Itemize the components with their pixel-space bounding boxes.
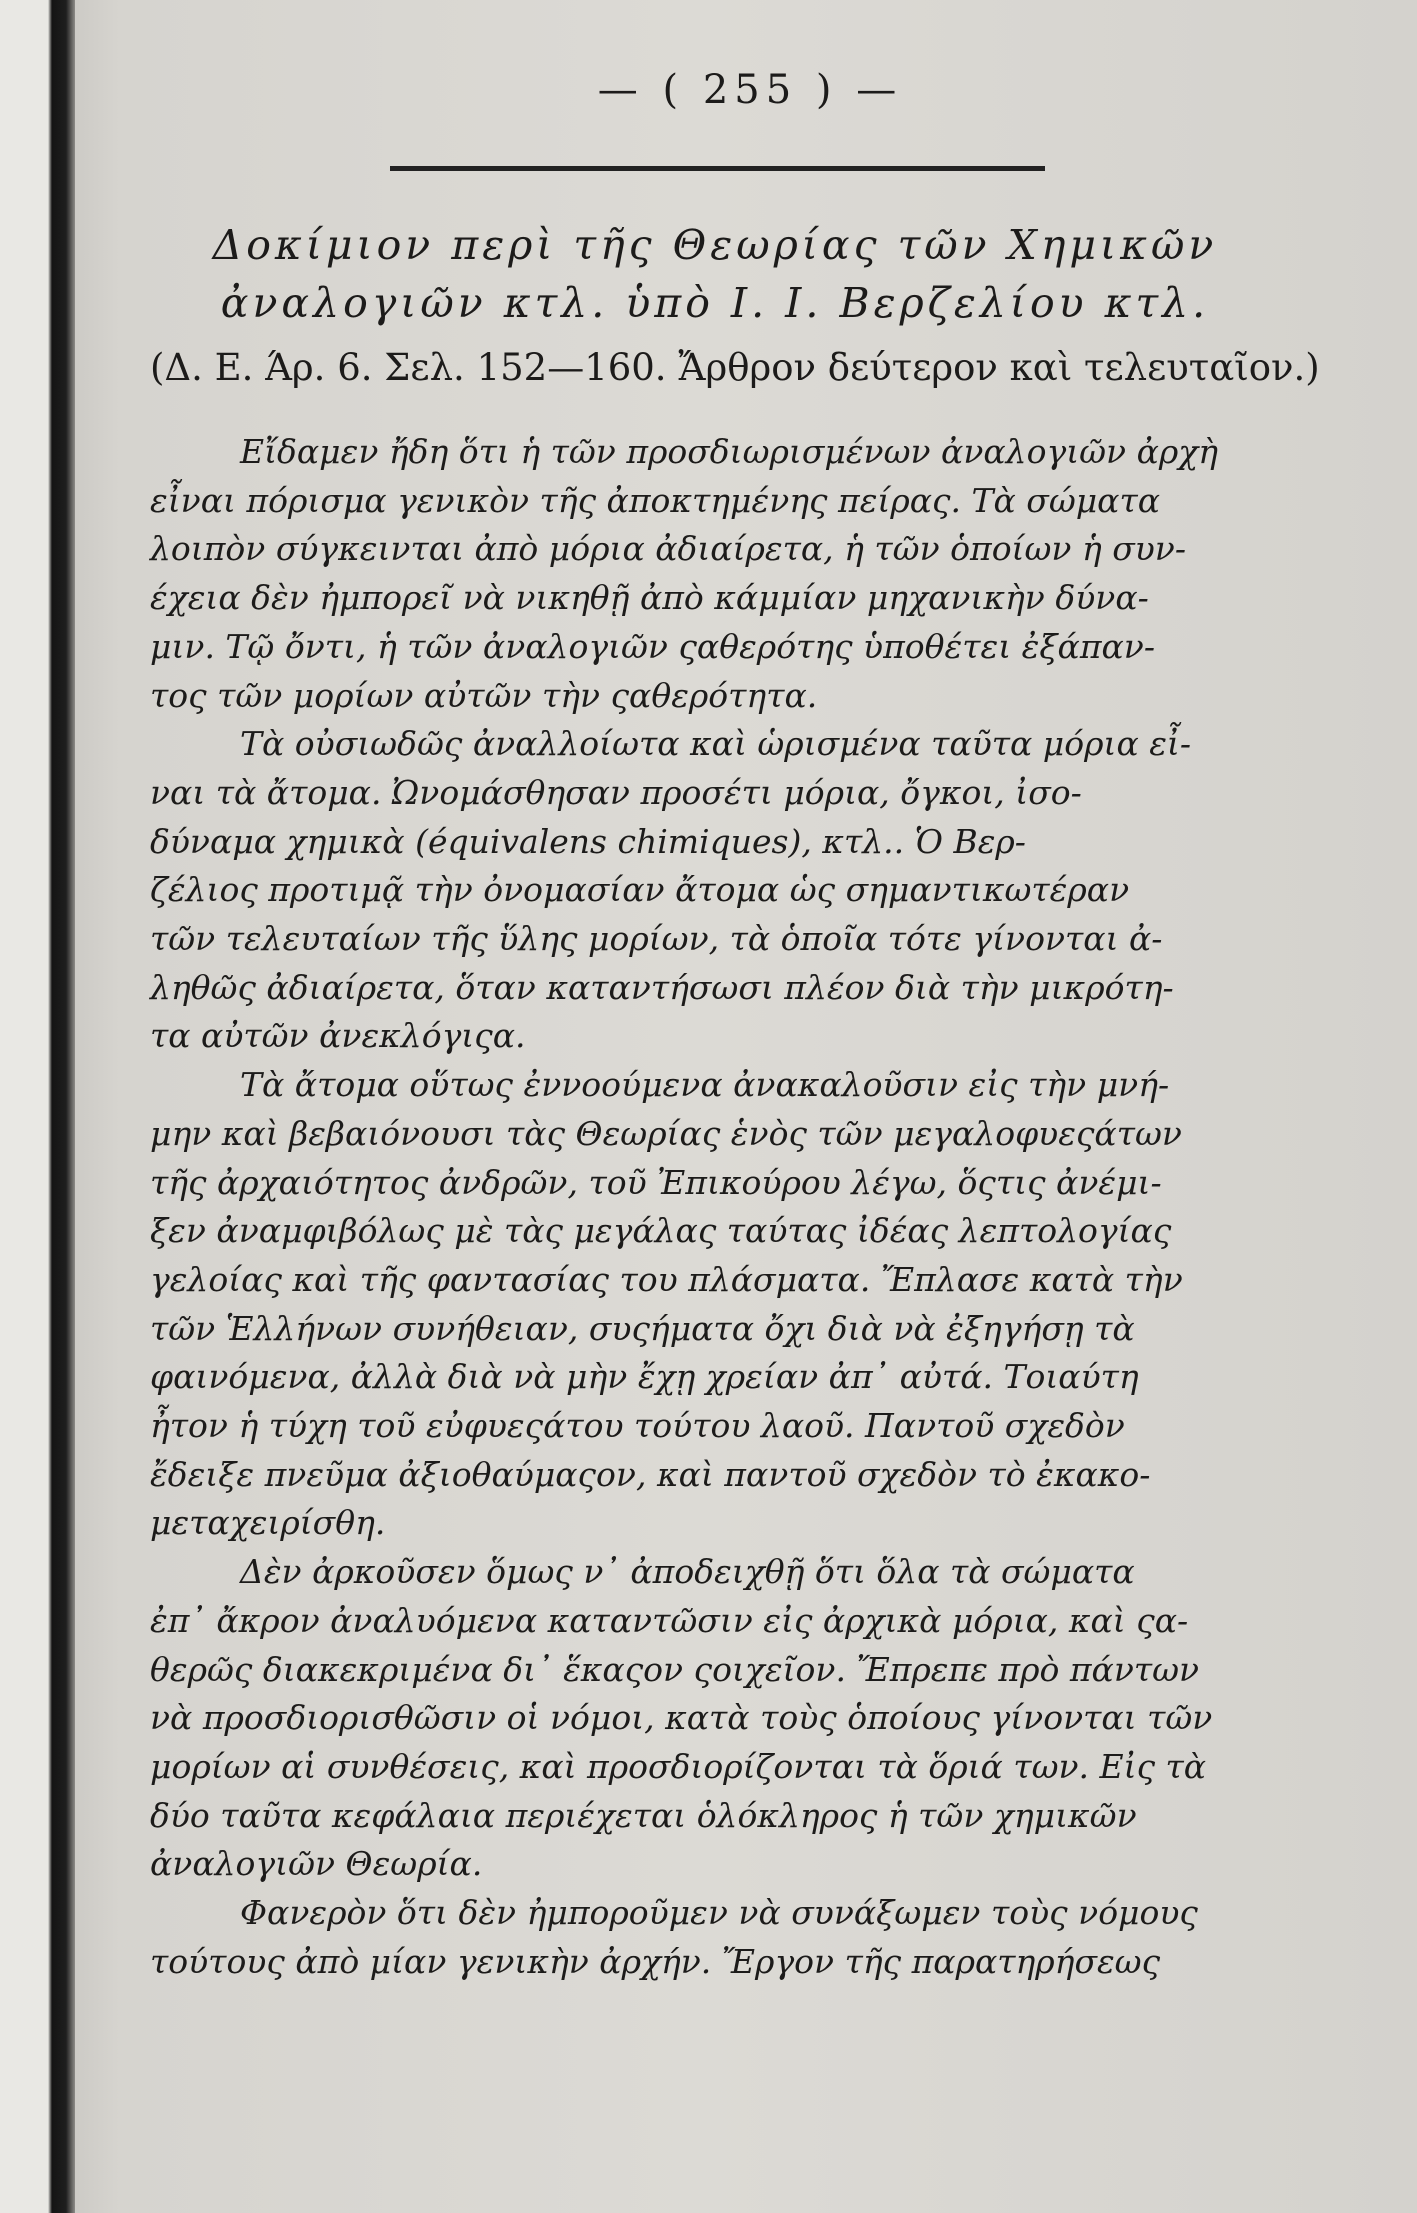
text-line: Φανερὸν ὅτι δὲν ἠμποροῦμεν νὰ συνάξωμεν τοὺς νόμους — [240, 1893, 1198, 1933]
page-content — [150, 60, 1320, 1987]
source-reference: (Δ. Ε. Άρ. 6. Σελ. 152—160. Ἄρθρον δεύτερον καὶ τελευταῖον.) — [150, 346, 1320, 389]
text-line: γελοίας καὶ τῆς φαντασίας του πλάσματα. Ἔπλασε κατὰ τὴν — [150, 1259, 1183, 1299]
text-line: μορίων αἱ συνθέσεις, καὶ προσδιορίζονται τὰ ὅριά των. Εἰς τὰ — [150, 1746, 1207, 1786]
text-line: ξεν ἀναμφιβόλως μὲ τὰς μεγάλας ταύτας ἰδέας λεπτολογίας — [150, 1211, 1172, 1251]
text-line: έχεια δὲν ἠμπορεῖ νὰ νικηθῇ ἀπὸ κάμμίαν μηχανικὴν δύνα- — [150, 578, 1149, 618]
text-line: εἶναι πόρισμα γενικὸν τῆς ἀποκτημένης πείρας. Τὰ σώματα — [150, 480, 1160, 520]
text-line: δύο ταῦτα κεφάλαια περιέχεται ὁλόκληρος ἡ τῶν χημικῶν — [150, 1795, 1137, 1835]
text-line: ἐπ᾽ ἄκρον ἀναλυόμενα καταντῶσιν εἰς ἀρχικὰ μόρια, καὶ ςα- — [150, 1600, 1189, 1640]
page-number: — ( 255 ) — — [597, 67, 903, 113]
text-line: ναι τὰ ἄτομα. Ὠνομάσθησαν προσέτι μόρια, ὄγκοι, ἰσο- — [150, 772, 1082, 812]
text-line: μην καὶ βεβαιόνουσι τὰς Θεωρίας ἑνὸς τῶν μεγαλοφυεςάτων — [150, 1113, 1182, 1153]
text-line: τῶν τελευταίων τῆς ὕλης μορίων, τὰ ὁποῖα τότε γίνονται ἀ- — [150, 919, 1163, 959]
text-line: τα αὐτῶν ἀνεκλόγιςα. — [150, 1016, 526, 1056]
text-line: τῆς ἀρχαιότητος ἀνδρῶν, τοῦ Ἐπικούρου λέγω, ὅςτις ἀνέμι- — [150, 1162, 1162, 1202]
text-line: ληθῶς ἀδιαίρετα, ὅταν καταντήσωσι πλέον διὰ τὴν μικρότη- — [150, 967, 1174, 1007]
article-body — [150, 428, 1280, 1987]
text-line: τῶν Ἑλλήνων συνήθειαν, συςήματα ὄχι διὰ νὰ ἐξηγήσῃ τὰ — [150, 1308, 1135, 1348]
text-line: ζέλιος προτιμᾷ τὴν ὀνομασίαν ἄτομα ὡς σημαντικωτέραν — [150, 870, 1130, 910]
article-title-line-2: ἀναλογιῶν κτλ. ὑπὸ Ι. Ι. Βερζελίου κτλ. — [220, 279, 1210, 327]
text-line: ἦτον ἡ τύχη τοῦ εὐφυεςάτου τούτου λαοῦ. Παντοῦ σχεδὸν — [150, 1406, 1125, 1446]
text-line: ἔδειξε πνεῦμα ἀξιοθαύμαςον, καὶ παντοῦ σχεδὸν τὸ ἐκακο- — [150, 1454, 1151, 1494]
paragraph-2 — [150, 720, 1280, 1061]
book-spine-shadow — [0, 0, 75, 2213]
text-line: τος τῶν μορίων αὐτῶν τὴν ςαθερότητα. — [150, 675, 818, 715]
paragraph-5 — [150, 1889, 1280, 1986]
text-line: ἀναλογιῶν Θεωρία. — [150, 1844, 483, 1884]
article-title — [150, 216, 1280, 332]
text-line: μεταχειρίσθη. — [150, 1503, 386, 1543]
text-line: Τὰ ἄτομα οὕτως ἐννοούμενα ἀνακαλοῦσιν εἰς τὴν μνή- — [240, 1065, 1170, 1105]
text-line: θερῶς διακεκριμένα δι᾽ ἕκαςον ςοιχεῖον. Ἔπρεπε πρὸ πάντων — [150, 1649, 1200, 1689]
text-line: μιν. Τῷ ὄντι, ἡ τῶν ἀναλογιῶν ςαθερότης ὑποθέτει ἐξάπαν- — [150, 626, 1156, 666]
article-title-line-1: Δοκίμιον περὶ τῆς Θεωρίας τῶν Χημικῶν — [212, 221, 1218, 269]
text-line: λοιπὸν σύγκεινται ἀπὸ μόρια ἀδιαίρετα, ἡ τῶν ὁποίων ἡ συν- — [150, 529, 1187, 569]
text-line: Τὰ οὐσιωδῶς ἀναλλοίωτα καὶ ὡρισμένα ταῦτα μόρια εἶ- — [240, 724, 1192, 764]
paragraph-3 — [150, 1061, 1280, 1548]
paragraph-4 — [150, 1548, 1280, 1889]
text-line: νὰ προσδιορισθῶσιν οἱ νόμοι, κατὰ τοὺς ὁποίους γίνονται τῶν — [150, 1698, 1213, 1738]
text-line: Δὲν ἀρκοῦσεν ὅμως ν᾽ ἀποδειχθῇ ὅτι ὅλα τὰ σώματα — [240, 1552, 1135, 1592]
header-rule — [390, 166, 1045, 171]
paragraph-1 — [150, 428, 1280, 720]
text-line: φαινόμενα, ἀλλὰ διὰ νὰ μὴν ἔχῃ χρείαν ἀπ᾽ αὐτά. Τοιαύτη — [150, 1357, 1139, 1397]
text-line: δύναμα χημικὰ (équivalens chimiques), κτλ.. Ὁ Βερ- — [150, 821, 1026, 861]
text-line: Εἴδαμεν ἤδη ὅτι ἡ τῶν προσδιωρισμένων ἀναλογιῶν ἀρχὴ — [240, 432, 1219, 471]
text-line: τούτους ἀπὸ μίαν γενικὴν ἀρχήν. Ἔργον τῆς παρατηρήσεως — [150, 1941, 1161, 1981]
